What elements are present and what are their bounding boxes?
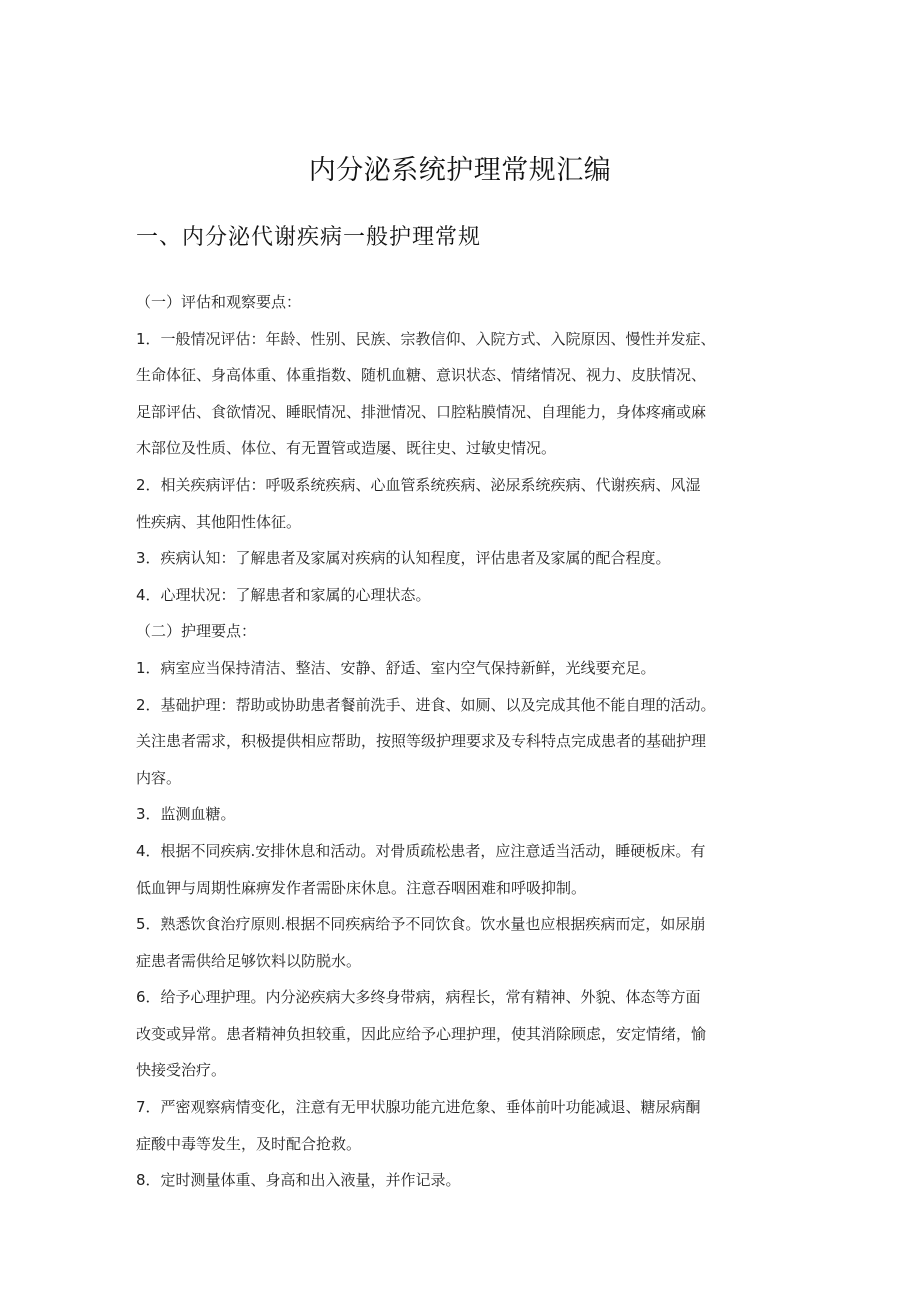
document-body bbox=[136, 284, 796, 1199]
paragraph-line: 生命体征、身高体重、体重指数、随机血糖、意识状态、情绪情况、视力、皮肤情况、 bbox=[136, 366, 707, 385]
section-heading: 一、内分泌代谢疾病一般护理常规 bbox=[136, 225, 482, 250]
paragraph-line: 木部位及性质、体位、有无置管或造屡、既往史、过敏史情况。 bbox=[136, 439, 557, 458]
paragraph-line: 2．基础护理：帮助或协助患者餐前洗手、进食、如厕、以及完成其他不能自理的活动。 bbox=[136, 695, 716, 714]
paragraph-line: 8．定时测量体重、身高和出入液量，并作记录。 bbox=[136, 1171, 461, 1190]
subsection-heading: （二）护理要点： bbox=[136, 622, 257, 641]
document-title: 内分泌系统护理常规汇编 bbox=[308, 155, 612, 186]
paragraph-line: 足部评估、食欲情况、睡眠情况、排泄情况、口腔粘膜情况、自理能力，身体疼痛或麻 bbox=[136, 402, 707, 421]
paragraph-line: 4．根据不同疾病.安排休息和活动。对骨质疏松患者，应注意适当活动，睡硬板床。有 bbox=[136, 841, 706, 860]
paragraph-line: 快接受治疗。 bbox=[136, 1061, 227, 1080]
paragraph-line: 4．心理状况：了解患者和家属的心理状态。 bbox=[136, 585, 431, 604]
paragraph-line: 症酸中毒等发生，及时配合抢救。 bbox=[136, 1134, 362, 1153]
paragraph-line: 低血钾与周期性麻痹发作者需卧床休息。注意吞咽困难和呼吸抑制。 bbox=[136, 878, 587, 897]
paragraph-line: 7．严密观察病情变化，注意有无甲状腺功能亢进危象、垂体前叶功能减退、糖尿病酮 bbox=[136, 1098, 701, 1117]
paragraph-line: 1．病室应当保持清洁、整洁、安静、舒适、室内空气保持新鲜，光线要充足。 bbox=[136, 658, 656, 677]
paragraph-line: 5．熟悉饮食治疗原则.根据不同疾病给予不同饮食。饮水量也应根据疾病而定，如尿崩 bbox=[136, 915, 706, 934]
paragraph-line: 症患者需供给足够饮料以防脱水。 bbox=[136, 951, 362, 970]
paragraph-line: 关注患者需求，积极提供相应帮助，按照等级护理要求及专科特点完成患者的基础护理 bbox=[136, 732, 707, 751]
paragraph-line: 内容。 bbox=[136, 768, 182, 787]
subsection-heading: （一）评估和观察要点： bbox=[136, 293, 302, 311]
paragraph-line: 3．疾病认知：了解患者及家属对疾病的认知程度，评估患者及家属的配合程度。 bbox=[136, 549, 671, 568]
paragraph-line: 6．给予心理护理。内分泌疾病大多终身带病，病程长，常有精神、外貌、体态等方面 bbox=[136, 988, 701, 1007]
paragraph-line: 3．监测血糖。 bbox=[136, 805, 236, 824]
paragraph-line: 改变或异常。患者精神负担较重，因此应给予心理护理，使其消除顾虑，安定情绪，愉 bbox=[136, 1024, 707, 1043]
paragraph-line: 2．相关疾病评估：呼吸系统疾病、心血管系统疾病、泌尿系统疾病、代谢疾病、风湿 bbox=[136, 475, 701, 494]
paragraph-line: 性疾病、其他阳性体征。 bbox=[136, 512, 302, 531]
paragraph-line: 1．一般情况评估：年龄、性别、民族、宗教信仰、入院方式、入院原因、慢性并发症、 bbox=[136, 329, 716, 348]
